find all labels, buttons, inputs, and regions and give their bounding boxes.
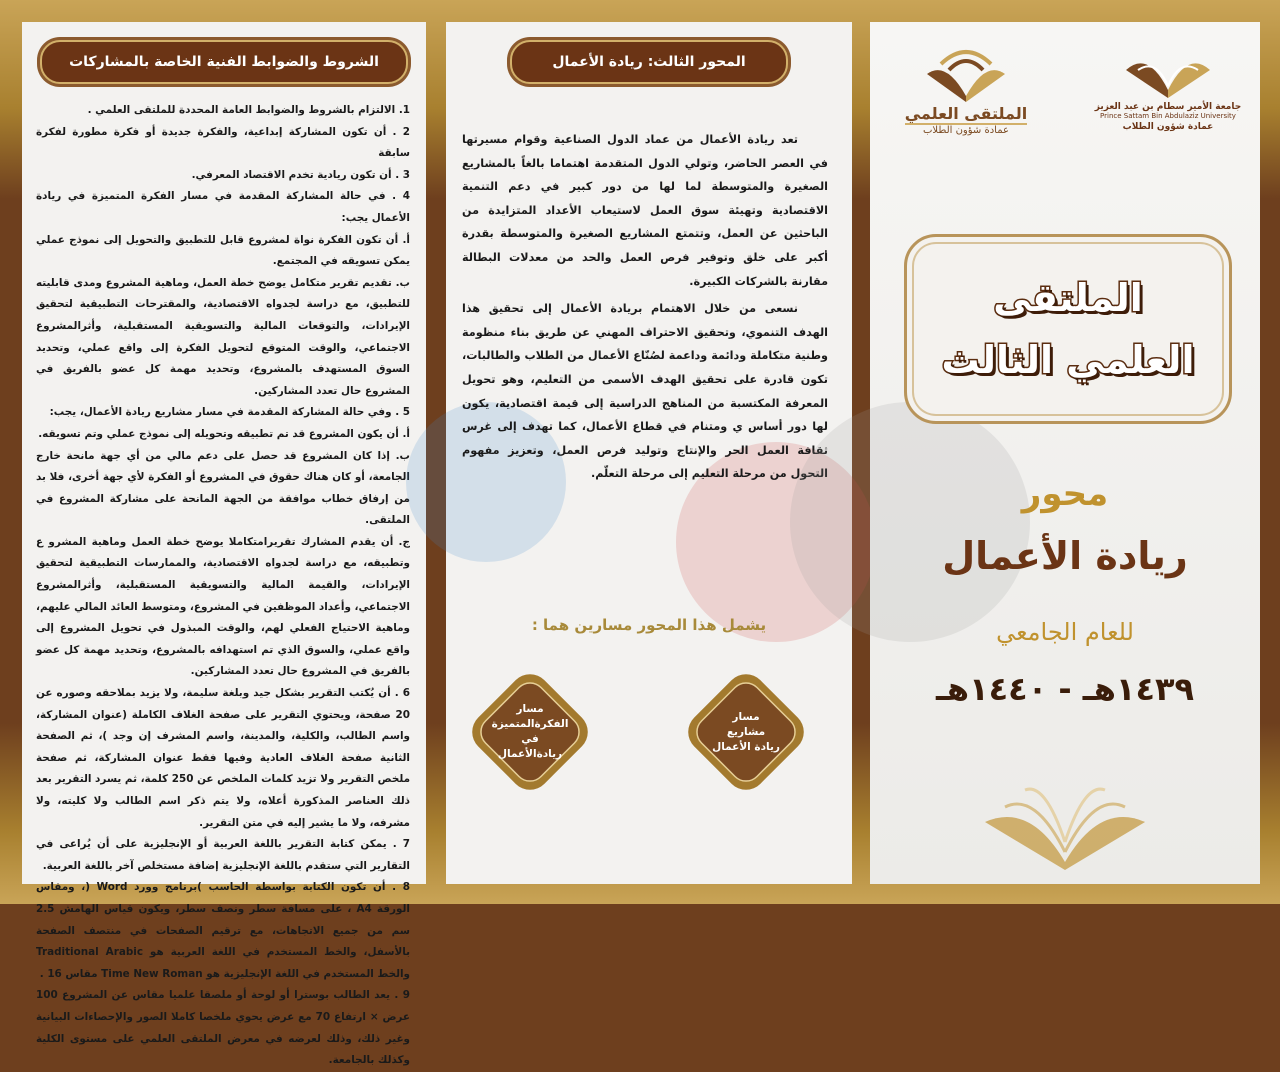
axis-word: محور <box>1021 474 1109 514</box>
path-idea-label: مسار الفكرةالمتميزة في ريادةالأعمال <box>491 703 569 760</box>
axis-name: ريادة الأعمال <box>942 534 1188 578</box>
axis-description-panel <box>446 22 852 884</box>
decor-circle <box>790 402 1030 642</box>
condition-item: 1. الالتزام بالشروط والضوابط العامة المحددة للملتقى العلمي . <box>87 104 410 116</box>
condition-item: 5 . وفي حالة المشاركة المقدمة في مسار مشاريع ريادة الأعمال، يجب: <box>49 406 410 419</box>
university-logo <box>1088 40 1248 168</box>
forum-logo-title: الملتقى العلمي <box>904 104 1028 123</box>
condition-item: 3 . أن تكون ريادية تخدم الاقتصاد المعرفي. <box>191 168 410 181</box>
path-diamond-projects <box>686 672 806 792</box>
cover-panel <box>870 22 1260 884</box>
condition-item: ب. إذا كان المشروع قد حصل على دعم مالي من أي جهة مانحة خارج الجامعة، أو كان هناك حقوق في المشروع أو الفكرة لأي جهة أخرى، فلا بد من إرفاق خطاب موافقة من الجهة المانحة على مشاركة المشروع في الملتقى. <box>36 449 410 527</box>
forum-logo <box>886 40 1046 168</box>
university-name-en: Prince Sattam Bin Abdulaziz University <box>1100 112 1236 120</box>
paths-title: يشمل هذا المحور مسارين هما : <box>531 616 767 634</box>
condition-item: 6 . أن يُكتب التقرير بشكل جيد وبلغة سليمة، ولا يزيد بملاحقه وصوره عن 20 صفحة، ويحتوي التقرير على صفحة الغلاف الكاملة (عنوان المشاركة، واسم الطالب، والكلية، والمدينة، واسم المشرف إن وجد )، ثم الصفحة الثانية صفحة الغلاف العادية وفيها فقط عنوان المشاركة، ثم صفحة ملخص التقرير ولا تزيد كلمات الملخص عن 250 كلمة، ثم يسرد التقرير بعد ذلك العناصر المذكورة أعلاه، ولا يتم ذكر اسم الطالب ولا كليته، ولا مشرفه، ولا ما يشير إليه في متن التقرير. <box>36 687 411 829</box>
condition-item: 8 . أن تكون الكتابة بواسطة الحاسب )برنامج وورد Word (، ومقاس الورقة A4 ، على مسافة سطر ونصف سطر، ويكون قياس الهامش 2.5 سم من جميع الاتجاهات، مع ترقيم الصفحات في منتصف الصفحة بالأسفل، والخط المستخدم في اللغة العربية هو Traditional Arabic والخط المستخدم في اللغة الإنجليزية هو Time New Roman مقاس 16 . <box>36 881 411 980</box>
forum-title-line-2: العلمي الثالث <box>941 338 1195 382</box>
forum-title-box <box>904 234 1232 424</box>
condition-item: 7 . يمكن كتابة التقرير باللغة العربية أو الإنجليزية على أن يُراعى في التقارير التي ستقدم باللغة الإنجليزية إضافة مستخلص آخر باللغة العربية. <box>36 838 410 872</box>
open-book-icon <box>980 762 1150 872</box>
condition-item: 9 . يعد الطالب بوسترا أو لوحة أو ملصقا علميا مقاس عن المشروع 100 عرض × ارتفاع 70 مع عرض يحوي ملخصا كاملا الصور والإحصاءات البيانية وغير ذلك، وذلك لعرضه في معرض الملتقى العلمي على مستوى الكلية وكذلك بالجامعة. <box>36 989 410 1067</box>
axis-paragraph: تعد ريادة الأعمال من عماد الدول الصناعية وقوام مسيرتها في العصر الحاضر، وتولي الدول المتقدمة اهتماما بالغاً بالمشاريع الصغيرة والمتوسطة لما لها من دور كبير في دعم التنمية الاقتصادية وتهيئة سوق العمل لاستيعاب الأعداد المتزايدة من الباحثين عن العمل، وتتمتع المشاريع الصغيرة والمتوسطة بقدرة أكبر على خلق وتوفير فرص العمل والحد من معدلات البطالة مقارنة بالشركات الكبيرة. <box>462 133 828 288</box>
condition-item: 2 . أن تكون المشاركة إبداعية، والفكرة جديدة أو فكرة مطورة لفكرة سابقة <box>36 125 410 160</box>
condition-item: 4 . في حالة المشاركة المقدمة في مسار الفكرة المتميزة في ريادة الأعمال يجب: <box>36 190 410 224</box>
conditions-panel <box>22 22 426 1067</box>
axis-description <box>462 128 828 490</box>
axis-paragraph: نسعى من خلال الاهتمام بريادة الأعمال إلى تحقيق هذا الهدف التنموي، وتحقيق الاحتراف المهني عن طريق بناء منظومة وطنية متكاملة ودائمة وداعمة لصُنّاع الأعمال من الطلاب والطالبات، تكون قادرة على تحقيق الهدف الأسمى من التعليم، وهو تحويل المعرفة المكتسبة من المناهج الدراسية إلى قيمة اقتصادية، يكون لها دور أساس ي ومتنام في قطاع الأعمال، كما تهدف إلى غرس ثقافة العمل الحر والإنتاج وتوليد فرص العمل، وتعزيز مفهوم التحول من مرحلة التعليم إلى مرحلة التعلّم. <box>462 302 828 481</box>
university-dept: عمادة شؤون الطلاب <box>1122 122 1214 132</box>
forum-title-line-1: الملتقى <box>993 276 1143 320</box>
path-diamond-idea <box>470 672 590 792</box>
conditions-list <box>36 100 410 1072</box>
condition-item: ب. تقديم تقرير متكامل يوضح خطة العمل، وماهية المشروع ومدى قابليته للتطبيق، مع دراسة لجدواه الاقتصادية، والمقترحات التطبيقية لتحقيق الإيرادات، والتوقعات المالية والتسويقية المستقبلية، وأثرالمشروع الاجتماعي، والوقت المتوقع لتحويل الفكرة إلى واقع عملي، وتحديد السوق المستهدف بالمشروع، وتحديد مهمة كل عضو بالفريق في المشروع حال تعدد المشاركين. <box>36 276 410 397</box>
conditions-header: الشروط والضوابط الفنية الخاصة بالمشاركات <box>40 40 408 84</box>
axis-header: المحور الثالث: ريادة الأعمال <box>510 40 788 84</box>
forum-book-icon <box>921 40 1011 102</box>
academic-year-label: للعام الجامعي <box>996 618 1134 646</box>
university-name-ar: جامعة الأمير سطام بن عبد العزيز <box>1094 102 1242 112</box>
path-projects-label: مسار مشاريع ريادة الأعمال <box>712 710 780 753</box>
academic-year-range: ١٤٣٩هـ - ١٤٤٠هـ <box>935 670 1195 708</box>
condition-item: أ. أن يكون المشروع قد تم تطبيقه وتحويله إلى نموذج عملي وتم تسويقه. <box>38 427 410 440</box>
forum-logo-subtitle: عمادة شؤون الطلاب <box>923 125 1009 136</box>
condition-item: ج. أن يقدم المشارك تقريرامتكاملا يوضح خطة العمل وماهية المشرو ع وتطبيقه، مع دراسة لجدواه الاقتصادية، والممارسات التطبيقية لتحقيق الإيرادات، والقيمة المالية والتسويقية المستقبلية، وأثرالمشروع الاجتماعي، وأعداد الموظفين في المشروع، ومتوسط العائد المالي عليهم، وماهية الاحتياج الفعلي لهم، والوقت المبذول في تحويل المشروع إلى واقع عملي، والسوق الذي تم استهدافه بالمشروع، وتحديد مهمة كل عضو بالفريق في المشروع حال تعدد المشاركين. <box>36 535 410 678</box>
condition-item: أ. أن تكون الفكرة نواة لمشروع قابل للتطبيق والتحويل إلى نموذج عملي يمكن تسويقه في المجتمع. <box>36 233 410 268</box>
book-logo-icon <box>1118 40 1218 100</box>
